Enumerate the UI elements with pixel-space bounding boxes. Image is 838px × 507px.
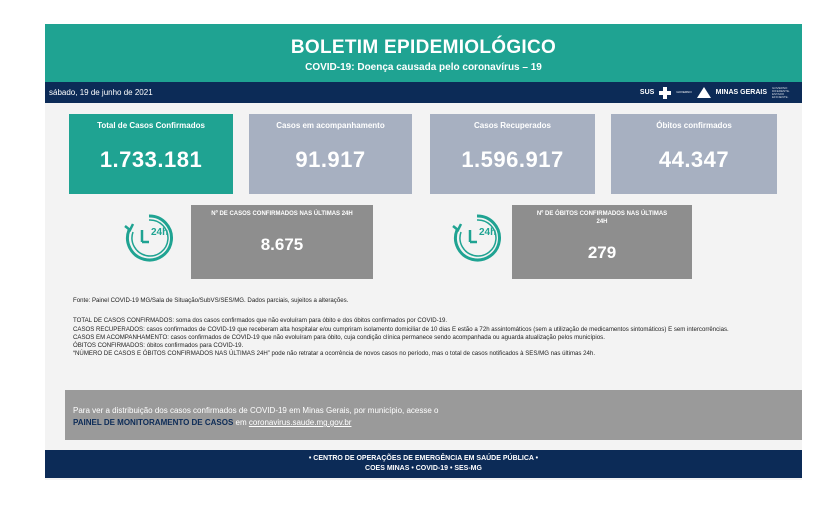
coronavirus-link[interactable]: coronavirus.saude.mg.gov.br: [248, 418, 352, 427]
page-title: BOLETIM EPIDEMIOLÓGICO: [290, 37, 557, 58]
footer: [45, 450, 802, 478]
source-note: Fonte: Painel COVID-19 MG/Sala de Situação/SubVS/SES/MG. Dados parciais, sujeitos a alterações.: [73, 297, 349, 304]
monitoring-panel-box: [65, 390, 802, 440]
note-line: CASOS RECUPERADOS: casos confirmados de COVID-19 que receberam alta hospitalar e/ou cumpriram isolamento domiciliar de 10 dias E estão a 72h assintomáticos (sem a utilização de medicamentos sintomáticos) E sem intercorrências.: [73, 325, 729, 333]
note-line: ÓBITOS CONFIRMADOS: óbitos confirmados para COVID-19.: [73, 342, 244, 350]
card-label: Óbitos confirmados: [656, 121, 732, 130]
plus-icon: [659, 87, 671, 99]
minas-triangle-icon: [697, 87, 711, 98]
clock-24h-icon: [449, 210, 505, 266]
card-label: Total de Casos Confirmados: [97, 121, 205, 130]
note-line: CASOS EM ACOMPANHAMENTO: casos confirmados de COVID-19 que não evoluíram para óbito, cuja condição clínica permanece sendo acompanhada ou aguarda atualização pelos municípios.: [73, 333, 605, 341]
card-label: Nº DE CASOS CONFIRMADOS NAS ÚLTIMAS 24H: [211, 211, 353, 217]
card-deaths: [611, 114, 777, 194]
minas-slogan: GOVERNO DIFERENTE. ESTADO EFICIENTE.: [772, 85, 790, 99]
card-in-follow-up: [249, 114, 412, 194]
bulletin-frame: [45, 24, 802, 480]
card-value: 1.596.917: [461, 147, 564, 172]
header-banner: [45, 24, 802, 82]
card-label: Casos Recuperados: [474, 121, 551, 130]
card-label: Casos em acompanhamento: [276, 121, 385, 130]
monitoring-text: Para ver a distribuição dos casos confirmados de COVID-19 em Minas Gerais, por município, acesse o: [73, 406, 439, 415]
note-line: “NÚMERO DE CASOS E ÓBITOS CONFIRMADOS NAS ÚLTIMAS 24H” pode não retratar a ocorrência de novos casos no período, mas o total de casos notificados à SES/MG nas últimas 24h.: [73, 350, 596, 358]
clock-24h-text: 24h: [151, 227, 169, 238]
panel-em: em: [233, 418, 249, 427]
card-cases-24h: [191, 205, 373, 279]
panel-name: PAINEL DE MONITORAMENTO DE CASOS: [73, 418, 234, 427]
card-total-confirmed: [69, 114, 233, 194]
note-line: TOTAL DE CASOS CONFIRMADOS: soma dos casos confirmados que não evoluíram para óbito e dos óbitos confirmados por COVID-19.: [73, 317, 448, 325]
card-value: 279: [587, 243, 617, 262]
minas-gerais-logo: MINAS GERAIS: [715, 89, 767, 96]
card-value: 8.675: [260, 235, 304, 254]
card-value: 91.917: [295, 147, 366, 172]
gov-label: GOVERNO: [676, 90, 692, 94]
footer-line-2: COES MINAS • COVID-19 • SES-MG: [365, 465, 482, 472]
clock-24h-text: 24h: [479, 227, 497, 238]
card-deaths-24h: [512, 205, 692, 279]
card-value: 44.347: [658, 147, 730, 172]
footer-line-1: • CENTRO DE OPERAÇÕES DE EMERGÊNCIA EM SAÚDE PÚBLICA •: [308, 455, 539, 462]
page-subtitle: COVID-19: Doença causada pelo coronavírus – 19: [305, 62, 542, 73]
date-bar: [45, 82, 802, 103]
card-recovered: [430, 114, 595, 194]
report-date: sábado, 19 de junho de 2021: [49, 88, 153, 97]
clock-24h-icon: [121, 210, 177, 266]
card-label: Nº DE ÓBITOS CONFIRMADOS NAS ÚLTIMAS 24H: [536, 211, 668, 225]
logos: [640, 84, 794, 101]
notes: [73, 297, 783, 359]
card-value: 1.733.181: [99, 147, 203, 172]
sus-logo: SUS: [639, 89, 655, 96]
